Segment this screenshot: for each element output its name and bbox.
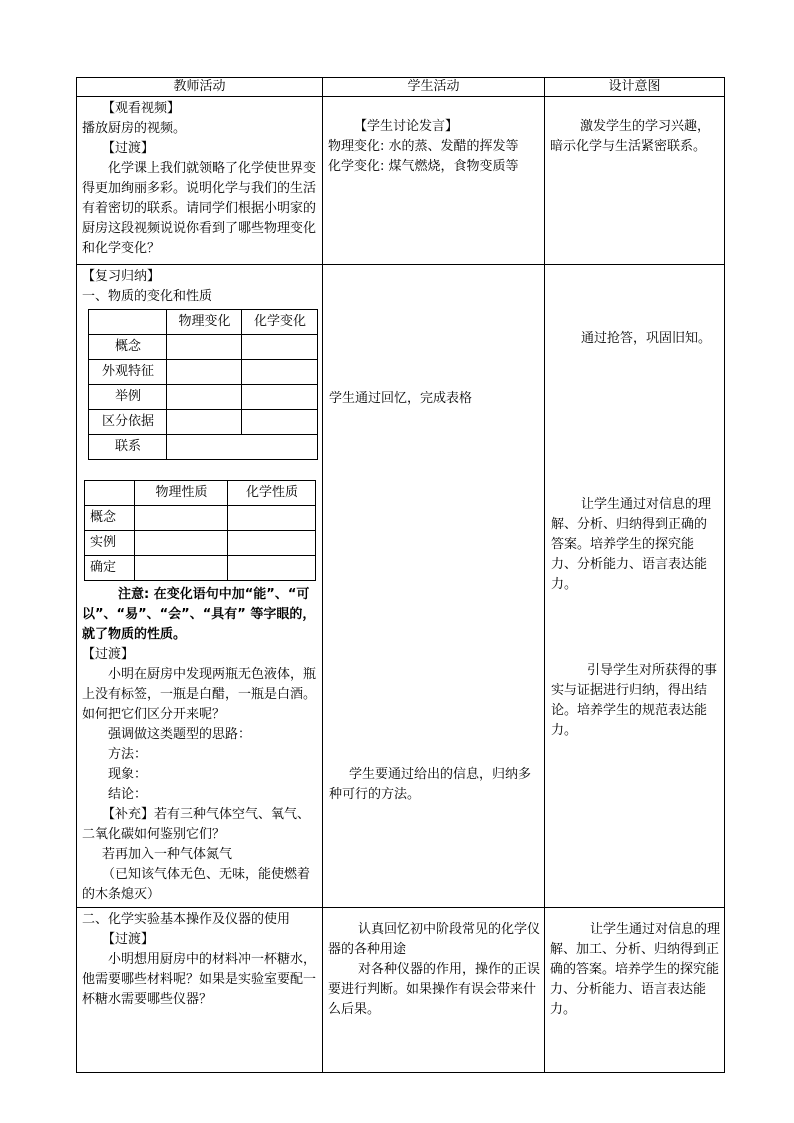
supplement-text: 【补充】若有三种气体空气、氧气、二氧化碳如何鉴别它们？ (82, 807, 311, 842)
table1-row-label: 联系 (89, 435, 167, 460)
nitrogen-text: 若再加入一种气体氮气 (102, 847, 233, 862)
intent-normative-expression: 引导学生对所获得的事实与证据进行归纳，得出结论。培养学生的规范表达能力。 (551, 663, 718, 738)
transition-heading: 【过渡】 (102, 141, 155, 156)
review-heading: 【复习归纳】 (82, 269, 161, 284)
physical-change-answer: 物理变化: 水的蒸、发醋的挥发等 (328, 139, 519, 154)
student-judge-operations: 对各种仪器的作用，操作的正误要进行判断。如果操作有误会带来什么后果。 (328, 962, 541, 1017)
transition-heading-2: 【过渡】 (82, 647, 135, 662)
header-student-activity: 学生活动 (323, 78, 545, 97)
row3-teacher-cell (77, 908, 323, 1073)
table1-row-label: 外观特征 (89, 360, 167, 385)
transition-heading-3: 【过渡】 (102, 932, 155, 947)
row2-student-cell (323, 265, 545, 908)
table1-header-physical: 物理变化 (167, 310, 242, 335)
chemical-change-answer: 化学变化: 煤气燃烧，食物变质等 (328, 159, 519, 174)
method-label: 方法： (108, 747, 148, 762)
video-heading: 【观看视频】 (102, 101, 181, 116)
section-one-title: 一、物质的变化和性质 (82, 289, 213, 304)
intent-quick-answer: 通过抢答，巩固旧知。 (581, 331, 712, 346)
section-two-title: 二、化学实验基本操作及仪器的使用 (82, 912, 291, 927)
phenomenon-label: 现象： (108, 767, 148, 782)
table2-header-physical: 物理性质 (135, 481, 228, 506)
student-complete-table: 学生通过回忆，完成表格 (329, 391, 473, 406)
table1-row-label: 概念 (89, 335, 167, 360)
row1-teacher-cell (77, 97, 323, 265)
table1-row-label: 区分依据 (89, 410, 167, 435)
table1-row-label: 举例 (89, 385, 167, 410)
video-play-text: 播放厨房的视频。 (82, 121, 187, 136)
row-lab-operations (77, 908, 725, 1073)
table2-row-label: 概念 (85, 506, 135, 531)
property-comparison-table (84, 480, 316, 581)
row2-teacher-cell (77, 265, 323, 908)
lesson-plan-table (76, 77, 725, 1073)
intent-lab-ability: 让学生通过对信息的理解、加工、分析、归纳得到正确的答案。培养学生的探究能力、分析能力、语言表达能力。 (550, 922, 721, 1017)
header-design-intent: 设计意图 (545, 78, 725, 97)
intent-explore-ability: 让学生通过对信息的理解、分析、归纳得到正确的答案。培养学生的探究能力、分析能力、语言表达能力。 (551, 497, 712, 592)
student-recall-instruments: 认真回忆初中阶段常见的化学仪器的各种用途 (328, 922, 541, 957)
student-summarize-methods: 学生要通过给出的信息，归纳多种可行的方法。 (329, 767, 532, 802)
header-teacher-activity: 教师活动 (77, 78, 323, 97)
emphasis-text: 强调做这类题型的思路： (108, 727, 252, 742)
sugar-water-question: 小明想用厨房中的材料冲一杯糖水，他需要哪些材料呢？如果是实验室要配一杯糖水需要哪些仪器？ (82, 952, 317, 1007)
intent-interest: 激发学生的学习兴趣，暗示化学与生活紧密联系。 (550, 119, 711, 154)
row1-student-cell (323, 97, 545, 265)
header-row (77, 78, 725, 97)
table2-row-label: 实例 (85, 531, 135, 556)
table1-header-chemical: 化学变化 (242, 310, 318, 335)
row-review (77, 265, 725, 908)
table2-row-label: 确定 (85, 556, 135, 581)
change-comparison-table (88, 309, 318, 460)
row1-intent-cell (545, 97, 725, 265)
vinegar-question: 小明在厨房中发现两瓶无色液体，瓶上没有标签，一瓶是白醋，一瓶是白酒。如何把它们区分开来呢？ (82, 667, 317, 722)
table2-corner (85, 481, 135, 506)
row2-intent-cell (545, 265, 725, 908)
row-video (77, 97, 725, 265)
nitrogen-known-text: （已知该气体无色、无味，能使燃着的木条熄灭） (82, 867, 311, 902)
row3-intent-cell (545, 908, 725, 1073)
student-discussion-heading: 【学生讨论发言】 (354, 119, 459, 134)
transition-text: 化学课上我们就领略了化学使世界变得更加绚丽多彩。说明化学与我们的生活有着密切的联系。请同学们根据小明家的厨房这段视频说说你看到了哪些物理变化和化学变化？ (82, 161, 317, 256)
table2-header-chemical: 化学性质 (228, 481, 316, 506)
note-text: 注意: 在变化语句中加“能”、“可以”、“易”、“会”、“具有” 等字眼的，就了物质的性质。 (82, 587, 316, 642)
table1-corner (89, 310, 167, 335)
row3-student-cell (323, 908, 545, 1073)
conclusion-label: 结论： (108, 787, 148, 802)
